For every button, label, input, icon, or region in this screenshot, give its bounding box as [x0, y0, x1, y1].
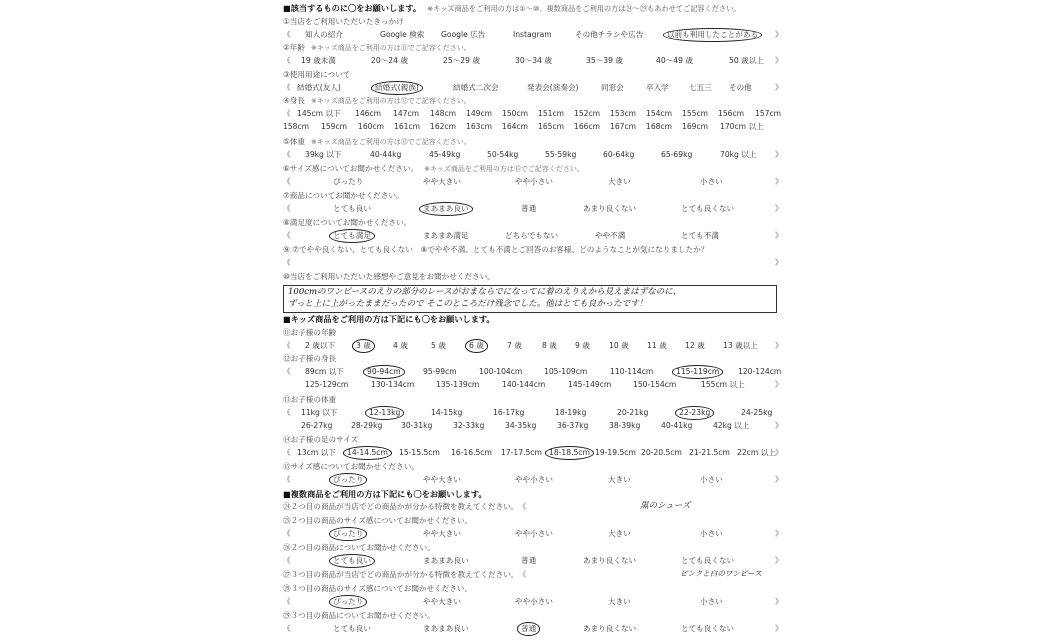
q8-option[interactable]: とても不満 [681, 231, 719, 240]
q5-option[interactable]: 60-64kg [603, 150, 635, 159]
question-4-label [283, 97, 471, 105]
q28-option[interactable]: 大きい [608, 597, 631, 606]
q12-option[interactable]: 105-109cm [544, 367, 588, 376]
bracket-close: 》 [775, 380, 783, 389]
q26-option[interactable]: 普通 [521, 556, 537, 565]
q1-option[interactable]: Instagram [513, 30, 552, 39]
q1-option[interactable]: その他チラシや広告 [575, 30, 644, 39]
bracket-open: 《 [283, 367, 291, 376]
question-27-label [283, 571, 526, 579]
q14-option[interactable]: 13cm 以下 [297, 448, 336, 457]
q7-option-selected[interactable]: まあまあ良い [423, 204, 469, 213]
q1-option[interactable]: Google 検索 [380, 30, 425, 39]
q2-option[interactable]: 25～29 歳 [443, 56, 480, 65]
bracket-open: 《 [283, 231, 291, 240]
q26-option[interactable]: まあまあ良い [423, 556, 469, 565]
q15-option-selected[interactable]: ぴったり [333, 475, 364, 484]
q4-option[interactable]: 157cm [755, 109, 782, 118]
q1-label-text: ①当店をご利用いただいたきっかけ [283, 17, 404, 26]
bracket-open: 《 [283, 56, 291, 65]
q3-option[interactable]: 結婚式(友人) [297, 83, 341, 92]
q11-option[interactable]: 5 歳 [431, 341, 446, 350]
question-29-label [283, 612, 435, 620]
q5-label-text: ⑤体重 [283, 137, 305, 146]
q13-option[interactable]: 24-25kg [741, 408, 773, 417]
q12-option[interactable]: 125-129cm [305, 380, 349, 389]
bracket-close: 》 [775, 624, 783, 633]
question-8-label [283, 219, 411, 227]
q15-options [283, 476, 783, 489]
q13-option[interactable]: 20-21kg [617, 408, 649, 417]
q14-option[interactable]: 19-19.5cm [595, 448, 636, 457]
q12-option[interactable]: 120-124cm [738, 367, 782, 376]
q4-option[interactable]: 163cm [466, 122, 493, 131]
q8-options [283, 232, 783, 245]
q15-option[interactable]: やや大きい [423, 475, 461, 484]
q6-label-text: ⑥サイズ感についてお聞かせください。 [283, 164, 419, 173]
q3-label-text: ③使用用途について [283, 70, 351, 79]
q11-option-selected[interactable]: 3 歳 [356, 341, 371, 350]
q3-option[interactable]: 七五三 [689, 83, 712, 92]
q15-label-text: ⑮サイズ感についてお聞かせください。 [283, 462, 419, 471]
q3-option[interactable]: 同窓会 [601, 83, 624, 92]
bracket-close: 》 [775, 56, 783, 65]
q14-label-text: ⑭お子様の足のサイズ [283, 435, 359, 444]
question-14-label [283, 436, 358, 444]
q6-note: ※キッズ商品をご利用の方は⑮でご記容ください。 [424, 165, 584, 173]
bracket-close: 》 [775, 231, 783, 240]
q28-option[interactable]: 小さい [700, 597, 723, 606]
q1-option[interactable]: Google 広告 [441, 30, 486, 39]
q4-option[interactable]: 145cm 以下 [297, 109, 341, 118]
q13-option[interactable]: 28-29kg [351, 421, 383, 430]
question-7-label [283, 192, 404, 200]
q2-option[interactable]: 19 歳未満 [301, 56, 336, 65]
q13-option-selected[interactable]: 12-13kg [369, 408, 401, 417]
bracket-open: 《 [283, 150, 291, 159]
q3-option[interactable]: 発表会(演奏会) [527, 83, 579, 92]
bracket-close: 》 [775, 177, 783, 186]
q13-option-selected[interactable]: 22-23kg [679, 408, 711, 417]
q5-option[interactable]: 50-54kg [487, 150, 519, 159]
q14-option[interactable]: 22cm 以上 [737, 448, 776, 457]
q2-option[interactable]: 50 歳以上 [729, 56, 764, 65]
q1-option[interactable]: 知人の紹介 [305, 30, 343, 39]
q4-option[interactable]: 161cm [394, 122, 421, 131]
q26-label-text: ㉖２つ目の商品についてお聞かせください。 [283, 543, 435, 552]
q11-option[interactable]: 7 歳 [507, 341, 522, 350]
q3-options [283, 84, 783, 97]
bracket-open: 《 [283, 109, 291, 118]
q29-option[interactable]: まあまあ良い [423, 624, 469, 633]
q4-option[interactable]: 149cm [466, 109, 493, 118]
q3-option[interactable]: その他 [729, 83, 752, 92]
bracket-close: 》 [775, 150, 783, 159]
q25-label-text: ㉕２つ目の商品のサイズ感についてお聞かせください。 [283, 516, 473, 525]
bracket-close: 》 [775, 475, 783, 484]
q1-options [283, 31, 783, 44]
q13-option[interactable]: 40-41kg [661, 421, 693, 430]
section-title-text: ■該当するものに〇をお願いします。 [283, 3, 422, 13]
q1-option-selected[interactable]: 以前も利用したことがある [667, 30, 759, 39]
q13-options-row2 [283, 422, 783, 435]
q13-option[interactable]: 18-19kg [555, 408, 587, 417]
q4-note: ※キッズ商品をご利用の方は⑫でご記容ください。 [311, 97, 471, 105]
q6-option[interactable]: 小さい [700, 177, 723, 186]
q14-option[interactable]: 17-17.5cm [501, 448, 542, 457]
bracket-open: 《 [283, 258, 291, 267]
q9-answer-row [283, 259, 783, 272]
section-title-kids [283, 315, 495, 323]
question-2-label [283, 44, 471, 52]
q28-option-selected[interactable]: ぴったり [333, 597, 364, 606]
q11-options [283, 342, 783, 355]
q8-option[interactable]: まあまあ満足 [423, 231, 469, 240]
question-24-label [283, 503, 526, 511]
q14-option[interactable]: 16-16.5cm [451, 448, 492, 457]
question-6-label [283, 165, 584, 173]
q4-option[interactable]: 170cm 以上 [720, 122, 764, 131]
q4-option[interactable]: 148cm [430, 109, 457, 118]
q29-option[interactable]: あまり良くない [583, 624, 637, 633]
bracket-open: 《 [283, 30, 291, 39]
q9-label-text: ⑨ ⑦でやや良くない、とても良くない ⑧でやや不満、とても不満とご回答のお客様、どのようなことが気になりましたか？ [283, 245, 709, 254]
q5-option[interactable]: 45-49kg [429, 150, 461, 159]
q2-label-text: ②年齢 [283, 43, 305, 52]
bracket-open: 《 [522, 570, 527, 579]
bracket-open: 《 [283, 597, 291, 606]
q4-option[interactable]: 156cm [718, 109, 745, 118]
q5-option[interactable]: 40-44kg [370, 150, 402, 159]
q14-option[interactable]: 15-15.5cm [399, 448, 440, 457]
question-25-label [283, 517, 472, 525]
q4-option[interactable]: 151cm [538, 109, 565, 118]
q11-option[interactable]: 13 歳以上 [723, 341, 758, 350]
q4-option[interactable]: 162cm [430, 122, 457, 131]
q11-option[interactable]: 9 歳 [575, 341, 590, 350]
question-5-label [283, 138, 471, 146]
q26-option[interactable]: あまり良くない [583, 556, 637, 565]
q26-option-selected[interactable]: とても良い [333, 556, 371, 565]
q14-option-selected[interactable]: 18-18.5cm [549, 448, 590, 457]
q13-option[interactable]: 34-35kg [505, 421, 537, 430]
question-11-label [283, 329, 336, 337]
q3-option[interactable]: 結婚式二次会 [453, 83, 499, 92]
q6-options [283, 178, 783, 191]
bracket-open: 《 [283, 475, 291, 484]
q25-option[interactable]: 大きい [608, 529, 631, 538]
q2-option[interactable]: 40～49 歳 [656, 56, 693, 65]
q2-note: ※キッズ商品をご利用の方は⑪でご記容ください。 [311, 44, 471, 52]
comment-handwritten-line1: 100cmのワンピースのえりの部分のレースがおまならでになってに着のえりえから見えまはずなのに、 [288, 287, 682, 297]
q4-option[interactable]: 150cm [502, 109, 529, 118]
q5-option[interactable]: 39kg 以下 [305, 150, 342, 159]
q12-option[interactable]: 155cm 以上 [701, 380, 745, 389]
q4-option[interactable]: 168cm [646, 122, 673, 131]
q11-option[interactable]: 11 歳 [647, 341, 667, 350]
question-10-label [283, 273, 495, 281]
q4-option[interactable]: 166cm [574, 122, 601, 131]
q4-option[interactable]: 164cm [502, 122, 529, 131]
q25-option[interactable]: やや小さい [515, 529, 553, 538]
q11-label-text: ⑪お子様の年齢 [283, 328, 337, 337]
q26-option[interactable]: とても良くない [681, 556, 735, 565]
bracket-close: 》 [775, 30, 783, 39]
q4-label-text: ④身長 [283, 96, 305, 105]
bracket-close: 》 [775, 597, 783, 606]
q29-options [283, 625, 783, 638]
section-title-text: ■キッズ商品をご利用の方は下記にも〇をお願いします。 [283, 314, 495, 324]
q12-option[interactable]: 130-134cm [371, 380, 415, 389]
bracket-close: 》 [775, 448, 783, 457]
bracket-open: 《 [283, 204, 291, 213]
comment-box[interactable] [283, 285, 777, 313]
q29-option[interactable]: とても良くない [681, 624, 735, 633]
q4-option[interactable]: 147cm [393, 109, 420, 118]
bracket-open: 《 [283, 448, 291, 457]
bracket-open: 《 [283, 83, 291, 92]
q8-option[interactable]: どちらでもない [505, 231, 559, 240]
bracket-close: 》 [775, 421, 783, 430]
q8-option-selected[interactable]: とても満足 [333, 231, 371, 240]
section-title-general [283, 4, 741, 12]
q5-option[interactable]: 65-69kg [661, 150, 693, 159]
q4-option[interactable]: 154cm [646, 109, 673, 118]
q11-option[interactable]: 2 歳以下 [305, 341, 336, 350]
q13-option[interactable]: 26-27kg [301, 421, 333, 430]
q4-option[interactable]: 169cm [682, 122, 709, 131]
q14-option[interactable]: 20-20.5cm [641, 448, 682, 457]
question-15-label [283, 463, 419, 471]
q15-option[interactable]: やや小さい [515, 475, 553, 484]
q11-option[interactable]: 12 歳 [685, 341, 705, 350]
q4-option[interactable]: 160cm [358, 122, 385, 131]
q12-option[interactable]: 110-114cm [610, 367, 654, 376]
bracket-close: 》 [775, 204, 783, 213]
q27-label-text: ㉗３つ目の商品が当店でどの商品かが分かる特徴を教えてください。 [283, 570, 519, 579]
q12-option[interactable]: 100-104cm [479, 367, 523, 376]
q12-option[interactable]: 140-144cm [502, 380, 546, 389]
bracket-open: 《 [283, 177, 291, 186]
question-12-label [283, 355, 336, 363]
bracket-open: 《 [522, 502, 527, 511]
q15-option[interactable]: 小さい [700, 475, 723, 484]
question-28-label [283, 585, 472, 593]
q12-options-row2 [283, 381, 783, 394]
q12-option-selected[interactable]: 115-119cm [676, 367, 720, 376]
q7-option[interactable]: とても良い [333, 204, 371, 213]
bracket-close: 》 [775, 341, 783, 350]
q4-option[interactable]: 158cm [283, 122, 310, 131]
q11-option[interactable]: 10 歳 [609, 341, 629, 350]
q25-option[interactable]: 小さい [700, 529, 723, 538]
q4-option[interactable]: 152cm [574, 109, 601, 118]
q28-options [283, 598, 783, 611]
bracket-open: 《 [283, 624, 291, 633]
question-1-label [283, 18, 404, 26]
q29-option-selected[interactable]: 普通 [521, 624, 537, 633]
q28-label-text: ㉘３つ目の商品のサイズ感についてお聞かせください。 [283, 584, 473, 593]
q13-option[interactable]: 38-39kg [609, 421, 641, 430]
q6-option[interactable]: やや大きい [423, 177, 461, 186]
q28-option[interactable]: やや小さい [515, 597, 553, 606]
q27-handwritten-answer: ピンクと白のワンピース [680, 569, 762, 578]
bracket-close: 》 [775, 258, 783, 267]
q8-option[interactable]: やや不満 [595, 231, 626, 240]
q5-option[interactable]: 70kg 以上 [720, 150, 757, 159]
q7-option[interactable]: あまり良くない [583, 204, 637, 213]
q4-option[interactable]: 165cm [538, 122, 565, 131]
q14-options [283, 449, 783, 462]
q29-option[interactable]: とても良い [333, 624, 371, 633]
bracket-open: 《 [283, 408, 291, 417]
bracket-open: 《 [283, 529, 291, 538]
section-title-text: ■複数商品をご利用の方は下記にも〇をお願いします。 [283, 489, 487, 499]
section-note: ※キッズ商品をご利用の方は①～⑩、複数商品をご利用の方は㉔～㉙もあわせてご記容ください。 [427, 4, 741, 13]
q11-option[interactable]: 8 歳 [542, 341, 557, 350]
comment-handwritten-line2: ずっと上に上がったままだったので そこのところだけ残念でした。他はとても良かったです！ [288, 299, 648, 309]
q4-option[interactable]: 155cm [682, 109, 709, 118]
q6-option[interactable]: 大きい [608, 177, 631, 186]
q7-option[interactable]: 普通 [521, 204, 537, 213]
q2-option[interactable]: 30～34 歳 [515, 56, 552, 65]
q8-label-text: ⑧満足度についてお聞かせください。 [283, 218, 412, 227]
q11-option[interactable]: 4 歳 [393, 341, 408, 350]
q28-option[interactable]: やや大きい [423, 597, 461, 606]
q4-option[interactable]: 159cm [321, 122, 348, 131]
q12-label-text: ⑫お子様の身長 [283, 354, 337, 363]
q15-option[interactable]: 大きい [608, 475, 631, 484]
q13-label-text: ⑬お子様の体重 [283, 395, 337, 404]
q7-label-text: ⑦商品についてお聞かせください。 [283, 191, 404, 200]
question-13-label [283, 396, 336, 404]
q2-option[interactable]: 35～39 歳 [586, 56, 623, 65]
q4-option[interactable]: 153cm [610, 109, 637, 118]
q12-option[interactable]: 150-154cm [633, 380, 677, 389]
q6-option[interactable]: やや小さい [515, 177, 553, 186]
q13-option[interactable]: 42kg 以上 [713, 421, 750, 430]
bracket-close: 》 [775, 529, 783, 538]
q5-note: ※キッズ商品をご利用の方は⑬でご記容ください。 [311, 138, 471, 146]
q3-option[interactable]: 卒入学 [646, 83, 669, 92]
q12-option[interactable]: 89cm 以下 [305, 367, 344, 376]
q2-options [283, 57, 783, 70]
bracket-close: 》 [775, 83, 783, 92]
q6-option[interactable]: ぴったり [333, 177, 364, 186]
q14-option-selected[interactable]: 14-14.5cm [347, 448, 388, 457]
question-3-label [283, 71, 350, 79]
question-9-label [283, 246, 708, 254]
q7-options [283, 205, 783, 218]
q13-option[interactable]: 30-31kg [401, 421, 433, 430]
q14-option[interactable]: 21-21.5cm [689, 448, 730, 457]
q24-handwritten-answer: 黒のシューズ [640, 501, 691, 511]
q12-option[interactable]: 95-99cm [423, 367, 457, 376]
q25-option[interactable]: やや大きい [423, 529, 461, 538]
q4-options-row2 [283, 123, 783, 136]
q4-option[interactable]: 146cm [355, 109, 382, 118]
q11-option-selected[interactable]: 6 歳 [469, 341, 484, 350]
q13-option[interactable]: 36-37kg [557, 421, 589, 430]
q3-option-selected[interactable]: 結婚式(親族) [375, 83, 419, 92]
q13-option[interactable]: 16-17kg [493, 408, 525, 417]
section-title-multiple [283, 490, 487, 498]
bracket-open: 《 [283, 556, 291, 565]
q13-option[interactable]: 32-33kg [453, 421, 485, 430]
bracket-close: 》 [775, 556, 783, 565]
q13-option[interactable]: 11kg 以下 [301, 408, 338, 417]
q12-option[interactable]: 135-139cm [436, 380, 480, 389]
bracket-open: 《 [283, 341, 291, 350]
q5-option[interactable]: 55-59kg [545, 150, 577, 159]
question-26-label [283, 544, 435, 552]
q7-option[interactable]: とても良くない [681, 204, 735, 213]
q12-option-selected[interactable]: 90-94cm [367, 367, 401, 376]
q25-options [283, 530, 783, 543]
q5-options [283, 151, 783, 164]
q2-option[interactable]: 20～24 歳 [371, 56, 408, 65]
q24-label-text: ㉔２つ目の商品が当店でどの商品かが分かる特徴を教えてください。 [283, 502, 519, 511]
q4-option[interactable]: 167cm [610, 122, 637, 131]
q10-label-text: ⑩当店をご利用いただいた感想やご意見をお聞かせください。 [283, 272, 495, 281]
q12-option[interactable]: 145-149cm [568, 380, 612, 389]
q13-option[interactable]: 14-15kg [431, 408, 463, 417]
q25-option-selected[interactable]: ぴったり [333, 529, 364, 538]
q29-label-text: ㉙３つ目の商品についてお聞かせください。 [283, 611, 435, 620]
